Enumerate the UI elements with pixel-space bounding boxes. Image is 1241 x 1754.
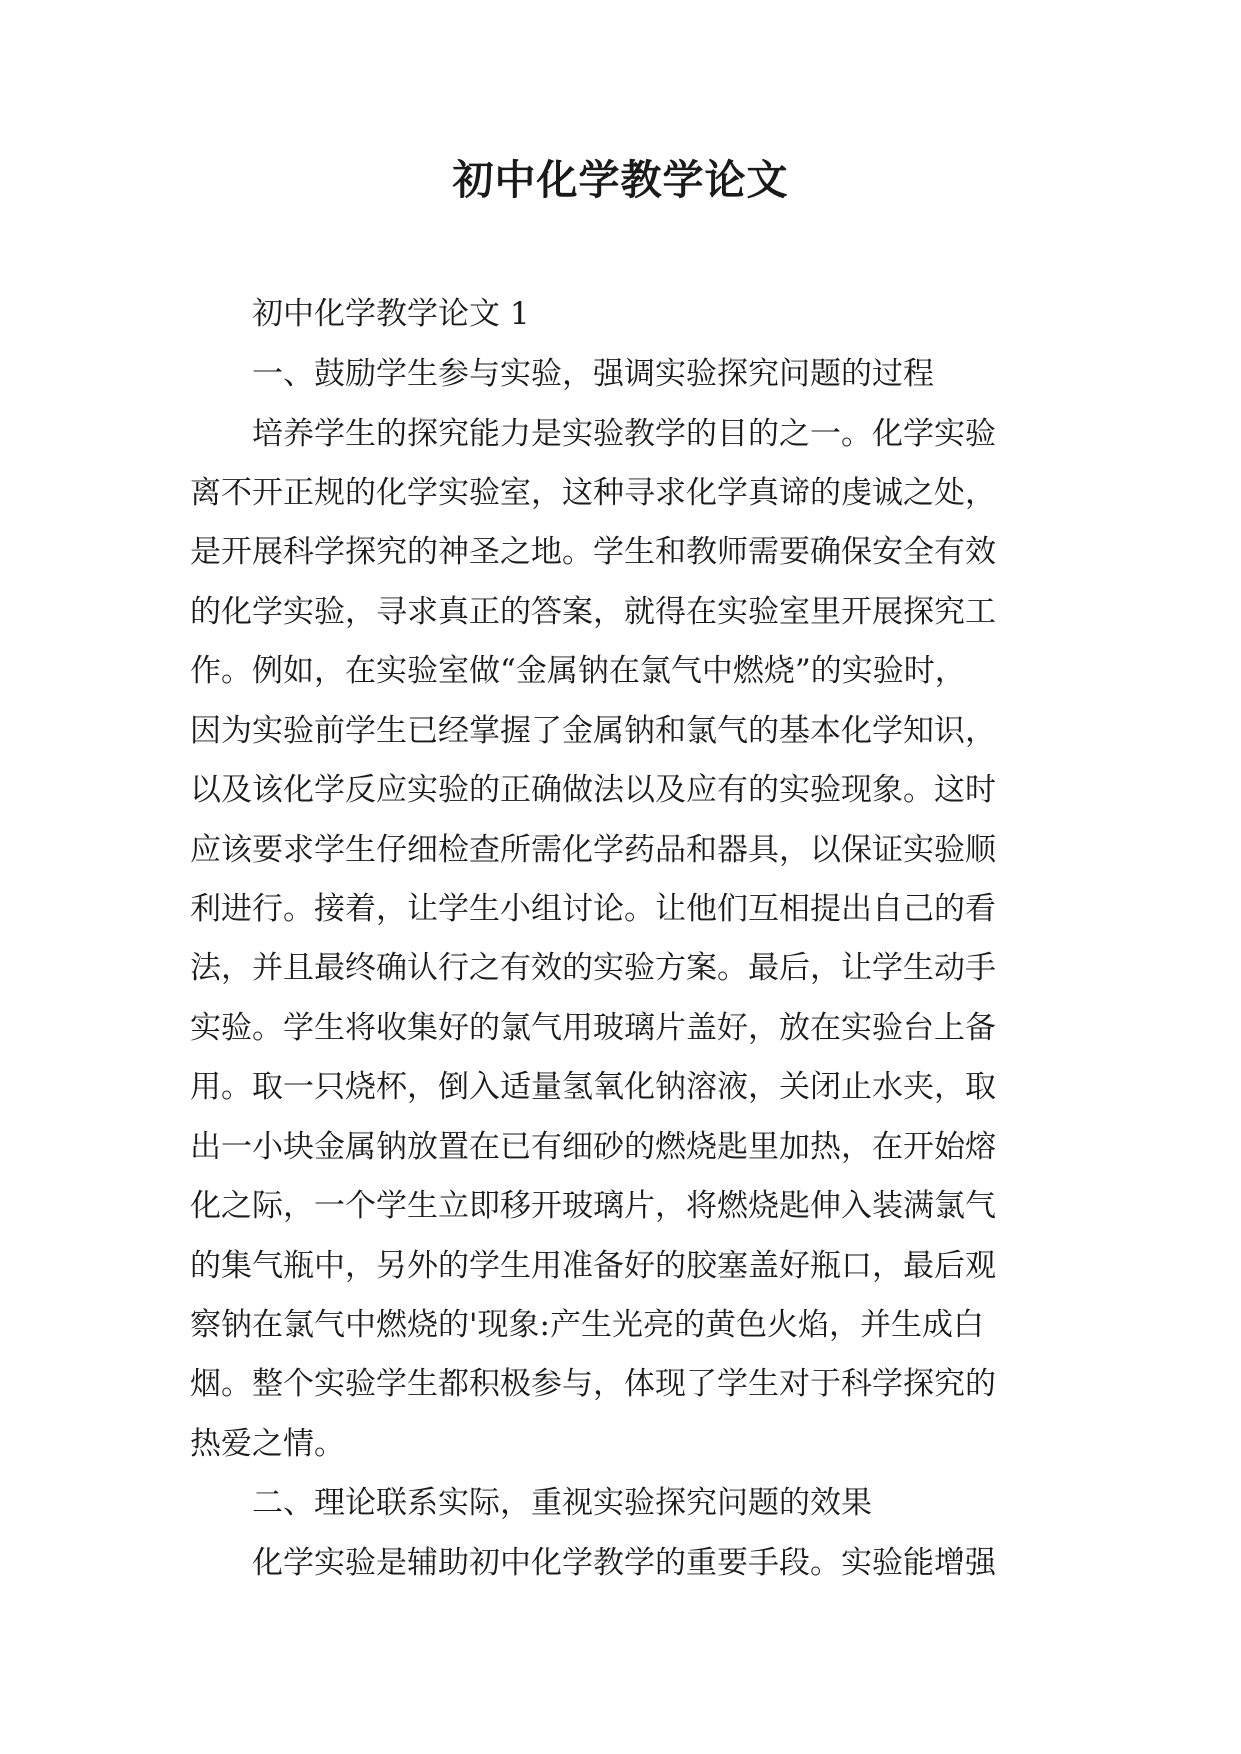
paragraph-line: 化学实验是辅助初中化学教学的重要手段。实验能增强 — [252, 1545, 996, 1581]
paragraph-line: 的集气瓶中，另外的学生用准备好的胶塞盖好瓶口，最后观 — [190, 1248, 996, 1284]
paragraph-line: 培养学生的探究能力是实验教学的目的之一。化学实验 — [252, 416, 996, 452]
paragraph-line: 实验。学生将收集好的氯气用玻璃片盖好，放在实验台上备 — [190, 1010, 996, 1046]
paragraph-line: 化之际，一个学生立即移开玻璃片，将燃烧匙伸入装满氯气 — [190, 1188, 996, 1224]
paragraph-line: 应该要求学生仔细检查所需化学药品和器具，以保证实验顺 — [190, 832, 996, 868]
section-heading-2: 二、理论联系实际，重视实验探究问题的效果 — [252, 1485, 872, 1521]
paper-subtitle: 初中化学教学论文 1 — [252, 296, 530, 332]
paragraph-line: 出一小块金属钠放置在已有细砂的燃烧匙里加热，在开始熔 — [190, 1129, 996, 1165]
paragraph-line: 用。取一只烧杯，倒入适量氢氧化钠溶液，关闭止水夹，取 — [190, 1069, 996, 1105]
paragraph-line: 的化学实验，寻求真正的答案，就得在实验室里开展探究工 — [190, 594, 996, 630]
section-heading-1: 一、鼓励学生参与实验，强调实验探究问题的过程 — [252, 356, 934, 392]
document-title: 初中化学教学论文 — [452, 156, 789, 204]
paragraph-line: 是开展科学探究的神圣之地。学生和教师需要确保安全有效 — [190, 534, 996, 570]
paragraph-line: 法，并且最终确认行之有效的实验方案。最后，让学生动手 — [190, 950, 996, 986]
paragraph-line: 以及该化学反应实验的正确做法以及应有的实验现象。这时 — [190, 772, 996, 808]
paragraph-line: 利进行。接着，让学生小组讨论。让他们互相提出自己的看 — [190, 891, 996, 927]
paragraph-line: 热爱之情。 — [190, 1426, 345, 1462]
paragraph-line: 因为实验前学生已经掌握了金属钠和氯气的基本化学知识， — [190, 713, 996, 749]
paragraph-line: 察钠在氯气中燃烧的'现象:产生光亮的黄色火焰，并生成白 — [190, 1307, 984, 1343]
paragraph-line: 离不开正规的化学实验室，这种寻求化学真谛的虔诚之处， — [190, 475, 996, 511]
paragraph-line: 作。例如，在实验室做“金属钠在氯气中燃烧”的实验时， — [190, 653, 966, 689]
paragraph-line: 烟。整个实验学生都积极参与，体现了学生对于科学探究的 — [190, 1366, 996, 1402]
